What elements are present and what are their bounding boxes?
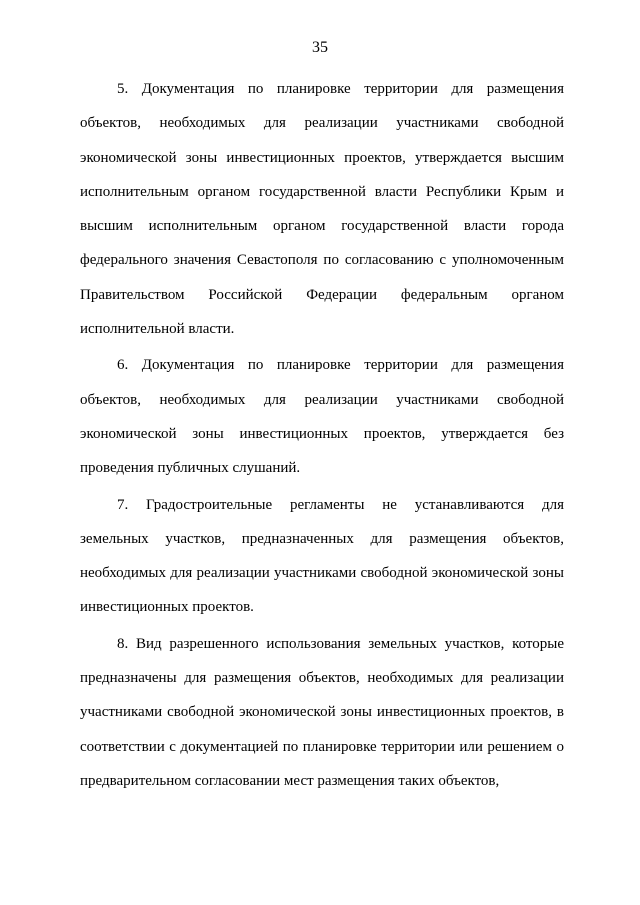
document-body — [80, 72, 564, 798]
paragraph-8: 8. Вид разрешенного использования земельных участков, которые предназначены для размещения объектов, необходимых для реализации участниками свободной экономической зоны инвестиционных проектов, в соответствии с документацией по планировке территории или решением о предварительном согласовании мест размещения таких объектов, — [80, 635, 564, 789]
page-number: 35 — [312, 39, 328, 56]
paragraph-7: 7. Градостроительные регламенты не устанавливаются для земельных участков, предназначенных для размещения объектов, необходимых для реализации участниками свободной экономической зоны инвестиционных проектов. — [80, 496, 564, 616]
paragraph-5: 5. Документация по планировке территории для размещения объектов, необходимых для реализации участниками свободной экономической зоны инвестиционных проектов, утверждается высшим исполнительным органом государственной власти Республики Крым и высшим исполнительным органом государственной власти города федерального значения Севастополя по согласованию с уполномоченным Правительством Российской Федерации федеральным органом исполнительной власти. — [80, 81, 564, 338]
paragraph-6: 6. Документация по планировке территории для размещения объектов, необходимых для реализации участниками свободной экономической зоны инвестиционных проектов, утверждается без проведения публичных слушаний. — [80, 357, 564, 477]
